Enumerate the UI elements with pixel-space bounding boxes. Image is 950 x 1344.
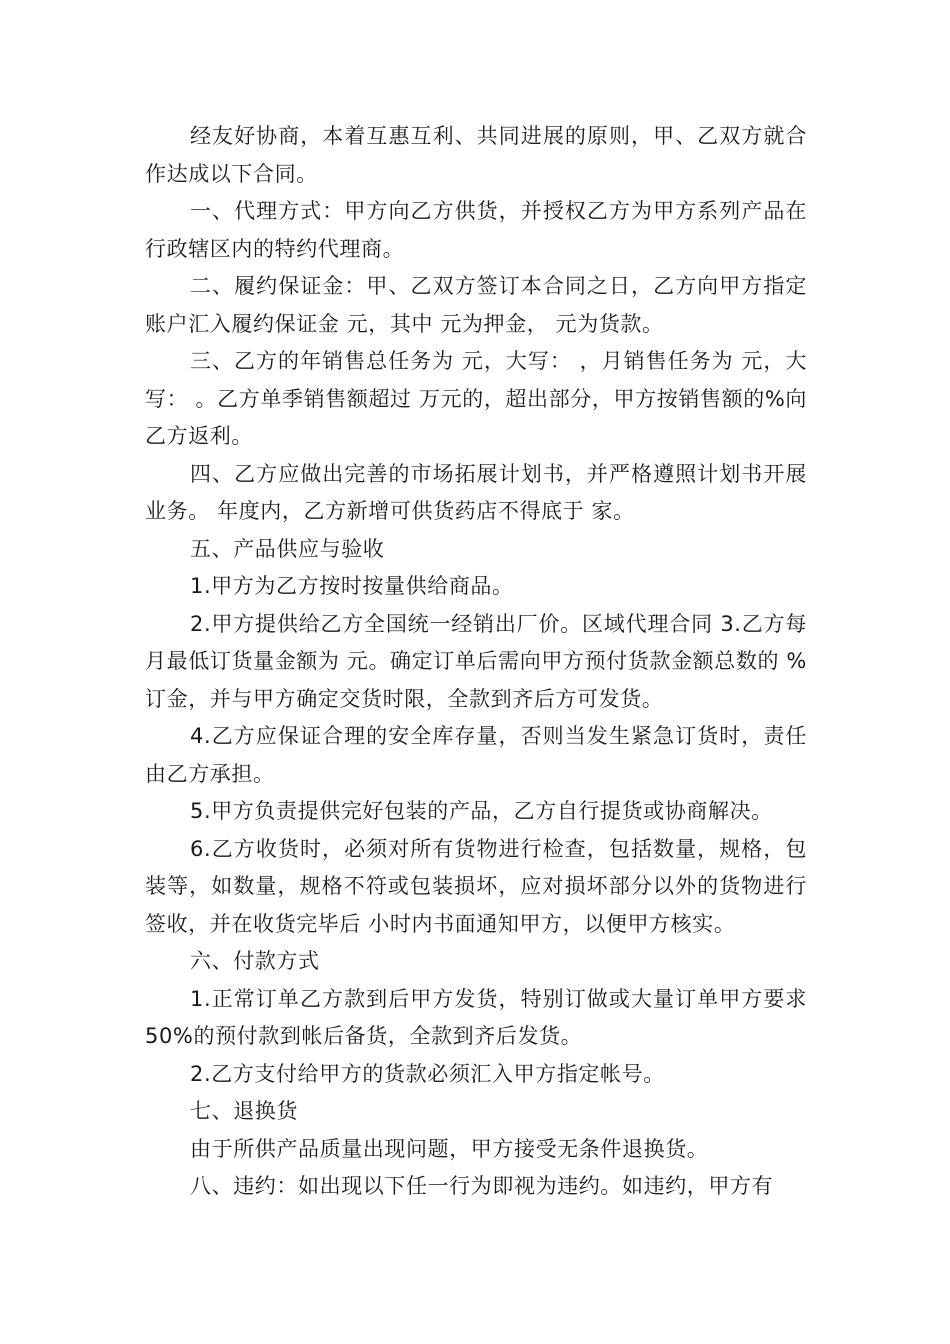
paragraph-payment-1: 1.正常订单乙方款到后甲方发货，特别订做或大量订单甲方要求 50%的预付款到帐后备货，全款到齐后发货。 (145, 986, 807, 1048)
paragraph-supply-6: 6.乙方收货时，必须对所有货物进行检查，包括数量，规格，包装等，如数量，规格不符或包装损坏，应对损坏部分以外的货物进行签收，并在收货完毕后 小时内书面通知甲方，以便甲方核实。 (145, 836, 807, 936)
paragraph-supply-5: 5.甲方负责提供完好包装的产品，乙方自行提货或协商解决。 (190, 799, 773, 823)
paragraph-sales-target: 三、乙方的年销售总任务为 元，大写： ，月销售任务为 元，大写： 。乙方单季销售额超过 万元的，超出部分，甲方按销售额的%向乙方返利。 (145, 349, 807, 448)
paragraph-intro: 经友好协商，本着互惠互利、共同进展的原则，甲、乙双方就合作达成以下合同。 (145, 124, 807, 186)
paragraph-supply-1: 1.甲方为乙方按时按量供给商品。 (190, 574, 514, 598)
paragraph-payment-2: 2.乙方支付给甲方的货款必须汇入甲方指定帐号。 (190, 1061, 665, 1086)
section-heading-supply: 五、产品供应与验收 (190, 536, 385, 561)
section-heading-payment: 六、付款方式 (190, 949, 320, 973)
document-body (145, 118, 807, 1206)
section-heading-returns: 七、退换货 (190, 1099, 298, 1123)
paragraph-returns: 由于所供产品质量出现问题，甲方接受无条件退换货。 (190, 1136, 709, 1161)
paragraph-market-plan: 四、乙方应做出完善的市场拓展计划书，并严格遵照计划书开展业务。 年度内，乙方新增可供货药店不得底于 家。 (145, 461, 807, 523)
paragraph-supply-2-3: 2.甲方提供给乙方全国统一经销出厂价。区域代理合同 3.乙方每月最低订货量金额为 元。确定订单后需向甲方预付货款金额总数的 %订金，并与甲方确定交货时限，全款到齐后方可发货。 (145, 611, 807, 711)
paragraph-deposit: 二、履约保证金：甲、乙双方签订本合同之日，乙方向甲方指定账户汇入履约保证金 元，其中 元为押金， 元为货款。 (145, 274, 807, 336)
paragraph-supply-4: 4.乙方应保证合理的安全库存量，否则当发生紧急订货时，责任由乙方承担。 (145, 724, 807, 786)
paragraph-agency-method: 一、代理方式：甲方向乙方供货，并授权乙方为甲方系列产品在 行政辖区内的特约代理商。 (145, 199, 807, 261)
paragraph-breach: 八、违约：如出现以下任一行为即视为违约。如违约，甲方有 (190, 1174, 774, 1198)
